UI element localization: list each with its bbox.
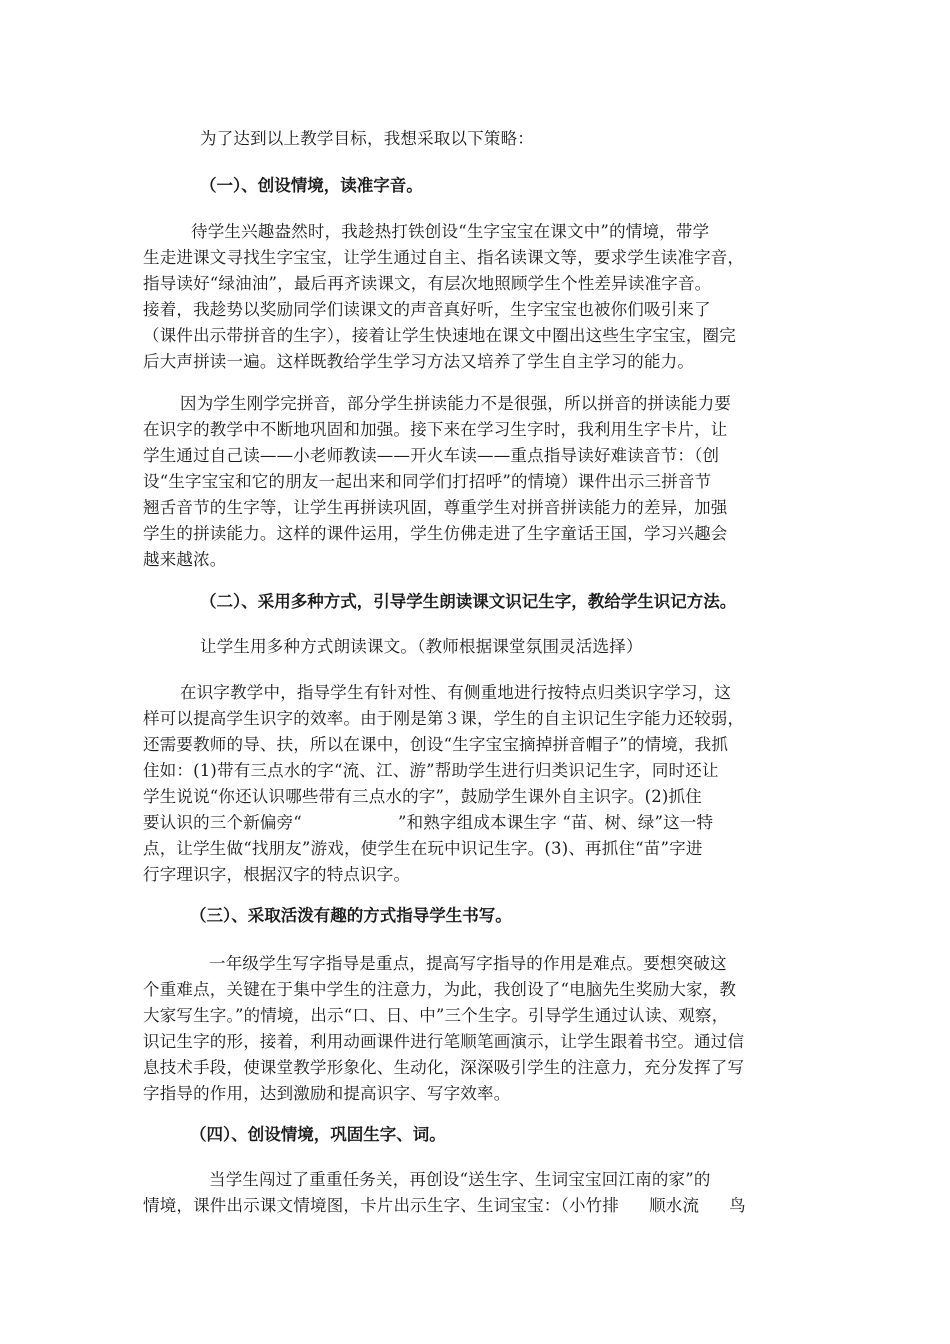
section-1-heading: （一）、创设情境，读准字音。 bbox=[200, 176, 423, 195]
section-1-paragraph-2: 因为学生刚学完拼音，部分学生拼读能力不是很强，所以拼音的拼读能力要 在识字的教学中不断地巩固和加强。接下来在学习生字时，我利用生字卡片，让 学生通过自己读——小老师教读——开火车读——重点指导读好难读音节：（创 设“生字宝宝和它的朋友一起出来和同学们打招呼”的情境）课件出示三拼音节 翘舌音节的生字等，让学生再拼读巩固，尊重学生对拼音拼读能力的差异，加强 学生的拼读能力。这样的课件运用，学生仿佛走进了生字童话王国，学习兴趣会 越来越浓。 bbox=[143, 394, 732, 569]
section-4-paragraph-1: 当学生闯过了重重任务关，再创设“送生字、生词宝宝回江南的家”的 情境，课件出示课文情境图，卡片出示生字、生词宝宝：（小竹排 顺水流 鸟 bbox=[143, 1170, 746, 1215]
section-2-paragraph-1: 让学生用多种方式朗读课文。（教师根据课堂氛围灵活选择） bbox=[200, 637, 643, 656]
intro-paragraph: 为了达到以上教学目标，我想采取以下策略： bbox=[200, 129, 534, 148]
section-3-paragraph-1: 一年级学生写字指导是重点，提高写字指导的作用是难点。要想突破这 个重难点，关键在于集中学生的注意力，为此，我创设了“电脑先生奖励大家，教 大家写生字。”的情境，出示“口、日、中”三个生字。引导学生通过认读、观察， 识记生字的形，接着，利用动画课件进行笔顺笔画演示，让学生跟着书空。通过信 息技术手段，使课堂教学形象化、生动化，深深吸引学生的注意力，充分发挥了写 字指导的作用，达到激励和提高识字、写字效率。 bbox=[143, 954, 745, 1103]
section-3-heading: （三）、采取活泼有趣的方式指导学生书写。 bbox=[190, 906, 512, 925]
section-2-paragraph-2: 在识字教学中，指导学生有针对性、有侧重地进行按特点归类识字学习，这 样可以提高学生识字的效率。由于刚是第３课，学生的自主识记生字能力还较弱， 还需要教师的导、扶，所以在课中，创设“生字宝宝摘掉拼音帽子”的情境，我抓 住如：(1)带有三点水的字“流、江、游”帮助学生进行归类识记生字，同时还让 学生说说“你还认识哪些带有三点水的字”，鼓励学生课外自主识字。(2)抓住 要认识的三个新偏旁“ ”和熟字组成本课生字 “苗、树、绿”这一特 点，让学生做“找朋友”游戏，使学生在玩中识记生字。(3)、再抓住“苗”字进 行字理识字，根据汉字的特点识字。 bbox=[143, 683, 745, 884]
section-4-heading: （四）、创设情境，巩固生字、词。 bbox=[190, 1125, 446, 1144]
section-1-paragraph-1: 待学生兴趣盎然时，我趁热打铁创设“生字宝宝在课文中”的情境，带学 生走进课文寻找生字宝宝，让学生通过自主、指名读课文等，要求学生读准字音， 指导读好“绿油油”，最后再齐读课文，有层次地照顾学生个性差异读准字音。 接着，我趁势以奖励同学们读课文的声音真好听，生字宝宝也被你们吸引来了 （课件出示带拼音的生字），接着让学生快速地在课文中圈出这些生字宝宝，圈完 后大声拼读一遍。这样既教给学生学习方法又培养了学生自主学习的能力。 bbox=[143, 222, 745, 371]
section-2-heading: （二）、采用多种方式，引导学生朗读课文识记生字，教给学生识记方法。 bbox=[200, 592, 737, 611]
